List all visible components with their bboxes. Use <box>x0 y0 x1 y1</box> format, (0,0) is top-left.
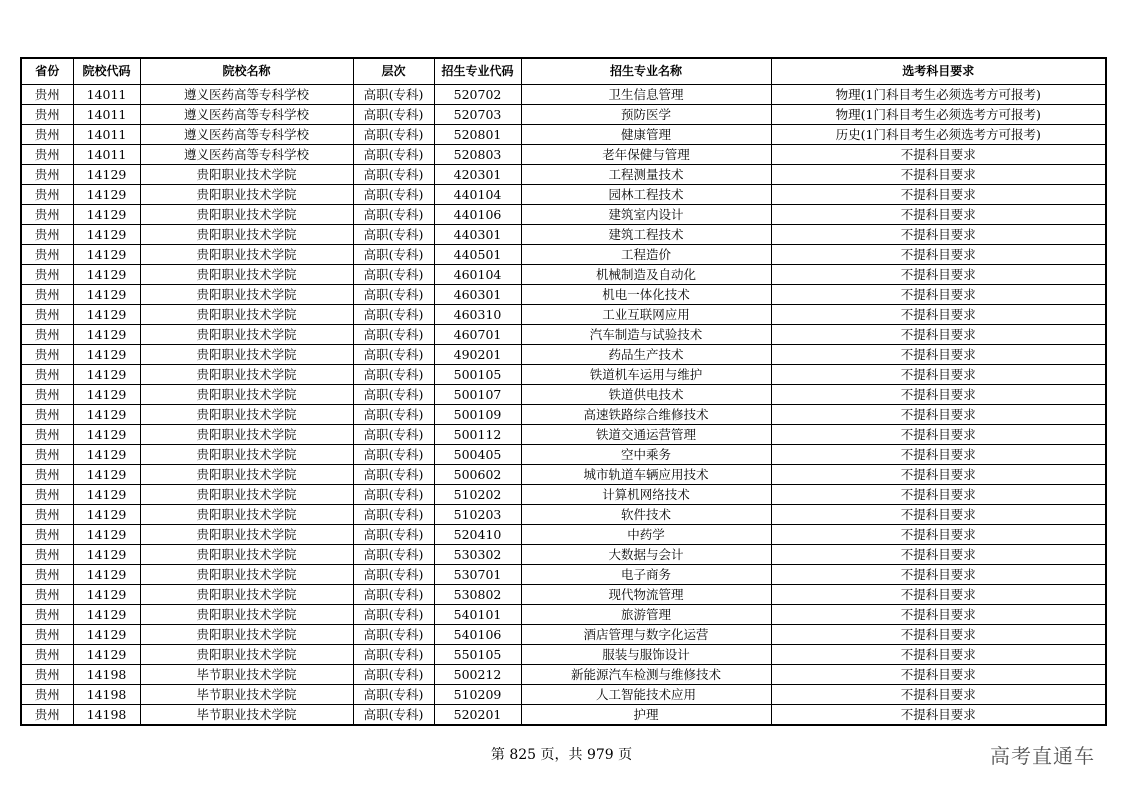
cell-school-name: 贵阳职业技术学院 <box>140 205 353 225</box>
cell-school-name: 贵阳职业技术学院 <box>140 305 353 325</box>
cell-subject-requirement: 不提科目要求 <box>771 565 1106 585</box>
cell-school-name: 遵义医药高等专科学校 <box>140 85 353 105</box>
cell-level: 高职(专科) <box>353 125 434 145</box>
cell-major-name: 园林工程技术 <box>521 185 771 205</box>
header-province: 省份 <box>21 58 73 85</box>
cell-major-name: 工程造价 <box>521 245 771 265</box>
cell-province: 贵州 <box>21 365 73 385</box>
cell-subject-requirement: 物理(1门科目考生必须选考方可报考) <box>771 85 1106 105</box>
cell-school-name: 贵阳职业技术学院 <box>140 505 353 525</box>
cell-level: 高职(专科) <box>353 85 434 105</box>
table-row <box>21 285 1106 305</box>
cell-school-name: 贵阳职业技术学院 <box>140 345 353 365</box>
cell-school-name: 贵阳职业技术学院 <box>140 405 353 425</box>
cell-province: 贵州 <box>21 205 73 225</box>
cell-subject-requirement: 不提科目要求 <box>771 625 1106 645</box>
cell-province: 贵州 <box>21 225 73 245</box>
watermark-logo-text: 高考直通车 <box>990 744 1095 768</box>
cell-level: 高职(专科) <box>353 105 434 125</box>
cell-major-name: 城市轨道车辆应用技术 <box>521 465 771 485</box>
table-row <box>21 245 1106 265</box>
cell-major-code: 440104 <box>434 185 521 205</box>
cell-school-code: 14129 <box>73 405 140 425</box>
cell-major-code: 520801 <box>434 125 521 145</box>
cell-major-name: 中药学 <box>521 525 771 545</box>
cell-major-name: 大数据与会计 <box>521 545 771 565</box>
cell-province: 贵州 <box>21 145 73 165</box>
cell-level: 高职(专科) <box>353 185 434 205</box>
cell-major-code: 520703 <box>434 105 521 125</box>
cell-subject-requirement: 不提科目要求 <box>771 345 1106 365</box>
cell-school-name: 贵阳职业技术学院 <box>140 645 353 665</box>
cell-subject-requirement: 不提科目要求 <box>771 605 1106 625</box>
cell-province: 贵州 <box>21 425 73 445</box>
cell-level: 高职(专科) <box>353 465 434 485</box>
table-row <box>21 705 1106 726</box>
table-row <box>21 385 1106 405</box>
cell-subject-requirement: 不提科目要求 <box>771 325 1106 345</box>
cell-major-code: 550105 <box>434 645 521 665</box>
table-row <box>21 125 1106 145</box>
table-row <box>21 105 1106 125</box>
cell-major-code: 540101 <box>434 605 521 625</box>
cell-school-name: 贵阳职业技术学院 <box>140 565 353 585</box>
cell-school-code: 14129 <box>73 185 140 205</box>
cell-school-code: 14129 <box>73 505 140 525</box>
cell-level: 高职(专科) <box>353 205 434 225</box>
cell-school-name: 毕节职业技术学院 <box>140 665 353 685</box>
header-school-code: 院校代码 <box>73 58 140 85</box>
cell-level: 高职(专科) <box>353 545 434 565</box>
cell-school-code: 14198 <box>73 705 140 726</box>
cell-school-name: 贵阳职业技术学院 <box>140 485 353 505</box>
cell-subject-requirement: 历史(1门科目考生必须选考方可报考) <box>771 125 1106 145</box>
cell-subject-requirement: 不提科目要求 <box>771 645 1106 665</box>
cell-level: 高职(专科) <box>353 625 434 645</box>
cell-major-name: 人工智能技术应用 <box>521 685 771 705</box>
cell-major-code: 520803 <box>434 145 521 165</box>
cell-major-name: 建筑室内设计 <box>521 205 771 225</box>
table-row <box>21 645 1106 665</box>
cell-major-name: 空中乘务 <box>521 445 771 465</box>
cell-subject-requirement: 不提科目要求 <box>771 465 1106 485</box>
cell-province: 贵州 <box>21 625 73 645</box>
cell-province: 贵州 <box>21 185 73 205</box>
header-major-code: 招生专业代码 <box>434 58 521 85</box>
cell-school-code: 14129 <box>73 305 140 325</box>
cell-subject-requirement: 不提科目要求 <box>771 245 1106 265</box>
table-row <box>21 305 1106 325</box>
cell-school-code: 14129 <box>73 465 140 485</box>
cell-major-code: 500602 <box>434 465 521 485</box>
table-row <box>21 505 1106 525</box>
cell-school-name: 毕节职业技术学院 <box>140 705 353 726</box>
table-row <box>21 585 1106 605</box>
cell-province: 贵州 <box>21 505 73 525</box>
cell-province: 贵州 <box>21 125 73 145</box>
cell-province: 贵州 <box>21 265 73 285</box>
table-body <box>21 85 1106 726</box>
cell-school-code: 14011 <box>73 145 140 165</box>
header-major-name: 招生专业名称 <box>521 58 771 85</box>
cell-province: 贵州 <box>21 285 73 305</box>
cell-level: 高职(专科) <box>353 585 434 605</box>
cell-school-name: 贵阳职业技术学院 <box>140 185 353 205</box>
cell-subject-requirement: 不提科目要求 <box>771 425 1106 445</box>
cell-school-code: 14129 <box>73 385 140 405</box>
cell-subject-requirement: 不提科目要求 <box>771 405 1106 425</box>
cell-school-name: 贵阳职业技术学院 <box>140 605 353 625</box>
cell-major-name: 建筑工程技术 <box>521 225 771 245</box>
cell-subject-requirement: 不提科目要求 <box>771 585 1106 605</box>
cell-school-code: 14129 <box>73 485 140 505</box>
cell-major-name: 机电一体化技术 <box>521 285 771 305</box>
cell-school-code: 14129 <box>73 245 140 265</box>
cell-school-name: 遵义医药高等专科学校 <box>140 145 353 165</box>
table-row <box>21 425 1106 445</box>
cell-subject-requirement: 物理(1门科目考生必须选考方可报考) <box>771 105 1106 125</box>
cell-school-name: 贵阳职业技术学院 <box>140 445 353 465</box>
cell-major-name: 铁道供电技术 <box>521 385 771 405</box>
cell-province: 贵州 <box>21 85 73 105</box>
cell-level: 高职(专科) <box>353 485 434 505</box>
cell-subject-requirement: 不提科目要求 <box>771 705 1106 726</box>
cell-school-code: 14129 <box>73 285 140 305</box>
cell-level: 高职(专科) <box>353 265 434 285</box>
table-row <box>21 265 1106 285</box>
cell-school-code: 14129 <box>73 605 140 625</box>
cell-major-name: 预防医学 <box>521 105 771 125</box>
cell-level: 高职(专科) <box>353 365 434 385</box>
cell-province: 贵州 <box>21 645 73 665</box>
cell-level: 高职(专科) <box>353 705 434 726</box>
table-row <box>21 625 1106 645</box>
table-row <box>21 345 1106 365</box>
table-row <box>21 565 1106 585</box>
cell-major-code: 500107 <box>434 385 521 405</box>
cell-major-code: 530701 <box>434 565 521 585</box>
table-row <box>21 485 1106 505</box>
cell-major-name: 新能源汽车检测与维修技术 <box>521 665 771 685</box>
cell-province: 贵州 <box>21 525 73 545</box>
cell-major-code: 500212 <box>434 665 521 685</box>
cell-school-code: 14011 <box>73 105 140 125</box>
cell-major-code: 500109 <box>434 405 521 425</box>
cell-major-code: 460301 <box>434 285 521 305</box>
cell-major-code: 490201 <box>434 345 521 365</box>
cell-school-code: 14129 <box>73 205 140 225</box>
cell-school-name: 遵义医药高等专科学校 <box>140 125 353 145</box>
cell-major-code: 420301 <box>434 165 521 185</box>
cell-province: 贵州 <box>21 585 73 605</box>
cell-province: 贵州 <box>21 565 73 585</box>
cell-subject-requirement: 不提科目要求 <box>771 285 1106 305</box>
cell-province: 贵州 <box>21 545 73 565</box>
table-row <box>21 545 1106 565</box>
cell-level: 高职(专科) <box>353 305 434 325</box>
cell-subject-requirement: 不提科目要求 <box>771 525 1106 545</box>
cell-major-code: 540106 <box>434 625 521 645</box>
table-row <box>21 525 1106 545</box>
cell-province: 贵州 <box>21 665 73 685</box>
cell-subject-requirement: 不提科目要求 <box>771 225 1106 245</box>
table-row <box>21 445 1106 465</box>
cell-major-code: 440301 <box>434 225 521 245</box>
cell-subject-requirement: 不提科目要求 <box>771 205 1106 225</box>
cell-school-code: 14129 <box>73 425 140 445</box>
cell-major-name: 护理 <box>521 705 771 726</box>
cell-major-name: 卫生信息管理 <box>521 85 771 105</box>
cell-province: 贵州 <box>21 405 73 425</box>
cell-level: 高职(专科) <box>353 665 434 685</box>
cell-level: 高职(专科) <box>353 685 434 705</box>
admissions-table <box>20 57 1107 726</box>
cell-major-code: 460310 <box>434 305 521 325</box>
cell-subject-requirement: 不提科目要求 <box>771 445 1106 465</box>
cell-major-code: 530302 <box>434 545 521 565</box>
cell-level: 高职(专科) <box>353 645 434 665</box>
cell-subject-requirement: 不提科目要求 <box>771 685 1106 705</box>
cell-province: 贵州 <box>21 705 73 726</box>
cell-school-code: 14129 <box>73 225 140 245</box>
cell-major-code: 510203 <box>434 505 521 525</box>
cell-school-code: 14129 <box>73 445 140 465</box>
cell-school-name: 贵阳职业技术学院 <box>140 525 353 545</box>
cell-subject-requirement: 不提科目要求 <box>771 165 1106 185</box>
cell-level: 高职(专科) <box>353 285 434 305</box>
cell-level: 高职(专科) <box>353 525 434 545</box>
table-row <box>21 465 1106 485</box>
cell-major-code: 440106 <box>434 205 521 225</box>
cell-major-code: 440501 <box>434 245 521 265</box>
cell-school-name: 毕节职业技术学院 <box>140 685 353 705</box>
table-row <box>21 325 1106 345</box>
cell-school-name: 贵阳职业技术学院 <box>140 325 353 345</box>
cell-school-name: 贵阳职业技术学院 <box>140 425 353 445</box>
cell-major-name: 铁道交通运营管理 <box>521 425 771 445</box>
cell-level: 高职(专科) <box>353 245 434 265</box>
cell-major-name: 现代物流管理 <box>521 585 771 605</box>
table-row <box>21 185 1106 205</box>
cell-major-name: 高速铁路综合维修技术 <box>521 405 771 425</box>
cell-subject-requirement: 不提科目要求 <box>771 505 1106 525</box>
cell-school-name: 贵阳职业技术学院 <box>140 285 353 305</box>
cell-level: 高职(专科) <box>353 445 434 465</box>
cell-province: 贵州 <box>21 685 73 705</box>
page-number: 第 825 页，共 979 页 <box>490 747 633 763</box>
cell-level: 高职(专科) <box>353 165 434 185</box>
cell-major-name: 机械制造及自动化 <box>521 265 771 285</box>
cell-level: 高职(专科) <box>353 345 434 365</box>
cell-major-name: 工程测量技术 <box>521 165 771 185</box>
header-school-name: 院校名称 <box>140 58 353 85</box>
cell-school-name: 贵阳职业技术学院 <box>140 365 353 385</box>
cell-province: 贵州 <box>21 605 73 625</box>
cell-school-code: 14129 <box>73 625 140 645</box>
cell-major-code: 520201 <box>434 705 521 726</box>
cell-school-code: 14129 <box>73 645 140 665</box>
cell-major-name: 电子商务 <box>521 565 771 585</box>
cell-major-name: 计算机网络技术 <box>521 485 771 505</box>
cell-school-code: 14129 <box>73 265 140 285</box>
cell-major-name: 铁道机车运用与维护 <box>521 365 771 385</box>
cell-major-code: 520702 <box>434 85 521 105</box>
cell-major-code: 520410 <box>434 525 521 545</box>
cell-major-code: 460104 <box>434 265 521 285</box>
cell-level: 高职(专科) <box>353 325 434 345</box>
cell-major-code: 510209 <box>434 685 521 705</box>
cell-level: 高职(专科) <box>353 385 434 405</box>
cell-school-name: 贵阳职业技术学院 <box>140 245 353 265</box>
table-row <box>21 405 1106 425</box>
cell-level: 高职(专科) <box>353 505 434 525</box>
header-subject-requirement: 选考科目要求 <box>771 58 1106 85</box>
cell-province: 贵州 <box>21 485 73 505</box>
cell-major-name: 旅游管理 <box>521 605 771 625</box>
cell-province: 贵州 <box>21 465 73 485</box>
cell-subject-requirement: 不提科目要求 <box>771 385 1106 405</box>
cell-school-name: 贵阳职业技术学院 <box>140 165 353 185</box>
table-row <box>21 225 1106 245</box>
cell-major-name: 工业互联网应用 <box>521 305 771 325</box>
cell-major-name: 老年保健与管理 <box>521 145 771 165</box>
cell-province: 贵州 <box>21 105 73 125</box>
table-row <box>21 365 1106 385</box>
cell-school-code: 14129 <box>73 365 140 385</box>
table-row <box>21 85 1106 105</box>
cell-province: 贵州 <box>21 305 73 325</box>
table-row <box>21 605 1106 625</box>
cell-school-name: 贵阳职业技术学院 <box>140 465 353 485</box>
cell-major-code: 500405 <box>434 445 521 465</box>
cell-province: 贵州 <box>21 165 73 185</box>
cell-province: 贵州 <box>21 325 73 345</box>
table-row <box>21 165 1106 185</box>
cell-major-code: 500105 <box>434 365 521 385</box>
cell-major-code: 530802 <box>434 585 521 605</box>
cell-school-code: 14129 <box>73 585 140 605</box>
table-row <box>21 145 1106 165</box>
cell-school-name: 贵阳职业技术学院 <box>140 625 353 645</box>
table-row <box>21 665 1106 685</box>
cell-major-name: 服装与服饰设计 <box>521 645 771 665</box>
cell-school-name: 贵阳职业技术学院 <box>140 545 353 565</box>
cell-province: 贵州 <box>21 245 73 265</box>
cell-level: 高职(专科) <box>353 225 434 245</box>
cell-major-name: 药品生产技术 <box>521 345 771 365</box>
cell-school-code: 14129 <box>73 345 140 365</box>
cell-subject-requirement: 不提科目要求 <box>771 365 1106 385</box>
cell-school-name: 遵义医药高等专科学校 <box>140 105 353 125</box>
cell-school-name: 贵阳职业技术学院 <box>140 585 353 605</box>
table-row <box>21 685 1106 705</box>
cell-school-code: 14129 <box>73 165 140 185</box>
cell-major-code: 500112 <box>434 425 521 445</box>
cell-subject-requirement: 不提科目要求 <box>771 485 1106 505</box>
cell-school-code: 14129 <box>73 565 140 585</box>
cell-school-code: 14011 <box>73 125 140 145</box>
cell-school-name: 贵阳职业技术学院 <box>140 225 353 245</box>
cell-school-code: 14129 <box>73 325 140 345</box>
cell-level: 高职(专科) <box>353 605 434 625</box>
admissions-table-container <box>20 57 1105 726</box>
header-row <box>21 58 1106 85</box>
cell-subject-requirement: 不提科目要求 <box>771 265 1106 285</box>
cell-school-code: 14198 <box>73 665 140 685</box>
cell-subject-requirement: 不提科目要求 <box>771 665 1106 685</box>
header-level: 层次 <box>353 58 434 85</box>
cell-major-code: 460701 <box>434 325 521 345</box>
cell-level: 高职(专科) <box>353 145 434 165</box>
cell-level: 高职(专科) <box>353 565 434 585</box>
cell-province: 贵州 <box>21 345 73 365</box>
cell-subject-requirement: 不提科目要求 <box>771 545 1106 565</box>
cell-province: 贵州 <box>21 385 73 405</box>
cell-level: 高职(专科) <box>353 405 434 425</box>
cell-school-code: 14011 <box>73 85 140 105</box>
cell-school-code: 14198 <box>73 685 140 705</box>
cell-province: 贵州 <box>21 445 73 465</box>
cell-major-name: 汽车制造与试验技术 <box>521 325 771 345</box>
cell-school-code: 14129 <box>73 545 140 565</box>
cell-school-name: 贵阳职业技术学院 <box>140 265 353 285</box>
table-row <box>21 205 1106 225</box>
cell-level: 高职(专科) <box>353 425 434 445</box>
cell-subject-requirement: 不提科目要求 <box>771 305 1106 325</box>
cell-subject-requirement: 不提科目要求 <box>771 145 1106 165</box>
cell-major-code: 510202 <box>434 485 521 505</box>
cell-major-name: 酒店管理与数字化运营 <box>521 625 771 645</box>
cell-school-name: 贵阳职业技术学院 <box>140 385 353 405</box>
cell-school-code: 14129 <box>73 525 140 545</box>
cell-major-name: 软件技术 <box>521 505 771 525</box>
cell-subject-requirement: 不提科目要求 <box>771 185 1106 205</box>
cell-major-name: 健康管理 <box>521 125 771 145</box>
